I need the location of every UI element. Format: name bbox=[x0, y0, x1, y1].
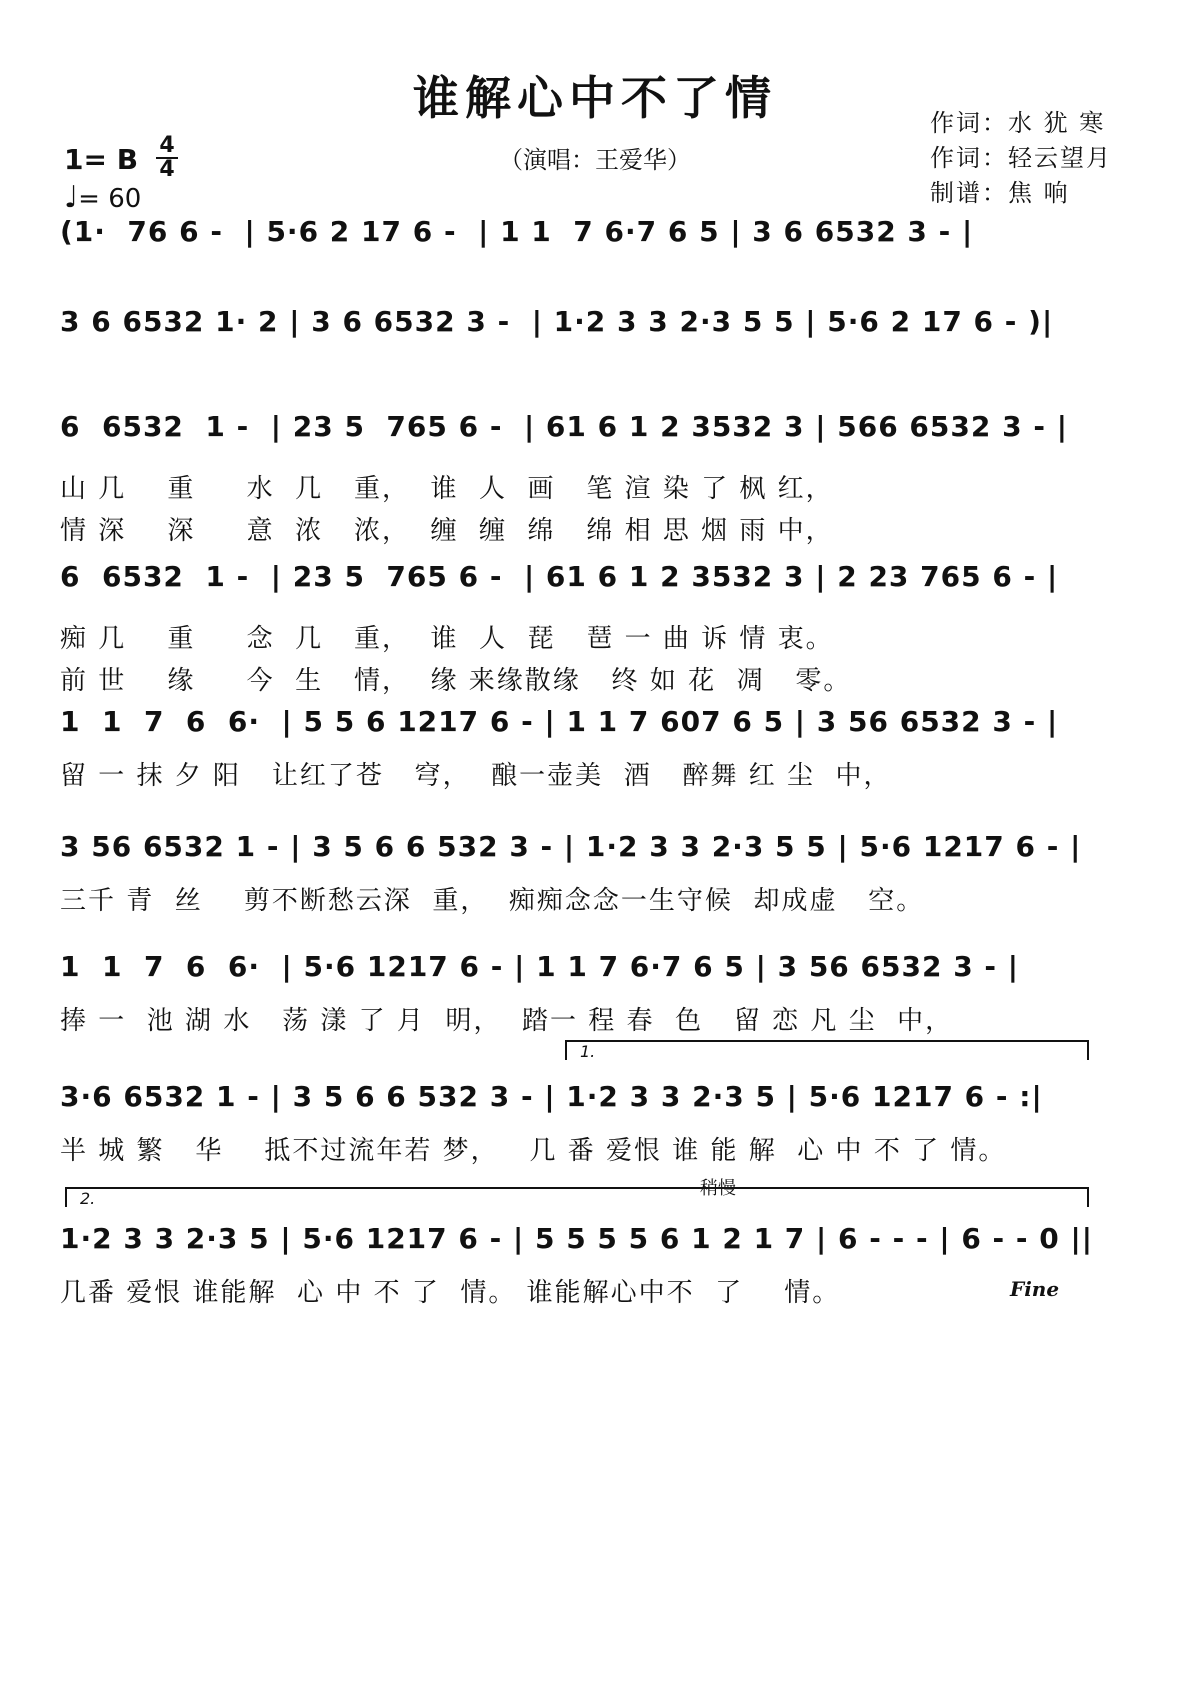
notation-line-5: 1 1 7 6 6· | 5 5 6 1217 6 - | 1 1 7 607 6 5 | 3 56 6532 3 - | bbox=[60, 705, 1059, 738]
time-sig-top: 4 bbox=[159, 133, 175, 158]
lyric-line-3b: 情 深 深 意 浓 浓， 缠 缠 绵 绵 相 思 烟 雨 中， bbox=[60, 516, 834, 546]
lyric-line-5: 留 一 抹 夕 阳 让红了苍 穹， 酿一壶美 酒 醉舞 红 尘 中， bbox=[60, 761, 892, 791]
notation-line-7: 1 1 7 6 6· | 5·6 1217 6 - | 1 1 7 6·7 6 5 | 3 56 6532 3 - | bbox=[60, 950, 1020, 983]
notation-line-9: 1·2 3 3 2·3 5 | 5·6 1217 6 - | 5 5 5 5 6 1 2 1 7 | 6 - - - | 6 - - 0 || bbox=[60, 1222, 1093, 1255]
notation-line-4: 6 6532 1 - | 23 5 765 6 - | 61 6 1 2 3532 3 | 2 23 765 6 - | bbox=[60, 560, 1059, 593]
song-title: 谁解心中不了情 bbox=[413, 71, 777, 125]
quarter-note-icon: ♩ bbox=[64, 180, 79, 215]
notation-line-6: 3 56 6532 1 - | 3 5 6 6 532 3 - | 1·2 3 3 2·3 5 5 | 5·6 1217 6 - | bbox=[60, 830, 1082, 863]
notation-credit: 制谱：焦 响 bbox=[930, 179, 1070, 207]
time-sig-bottom: 4 bbox=[159, 157, 175, 182]
lyricist-credit: 作词：水 犹 寒 bbox=[930, 109, 1106, 137]
lyric-line-3a: 山 几 重 水 几 重， 谁 人 画 笔 渲 染 了 枫 红， bbox=[60, 474, 834, 504]
volta-2-label: 2. bbox=[80, 1189, 96, 1208]
volta-1-label: 1. bbox=[580, 1042, 596, 1061]
key-signature: 1= B bbox=[64, 143, 139, 176]
singer-credit: （演唱：王爱华） bbox=[499, 146, 691, 174]
tempo-marking: ♩= 60 bbox=[64, 180, 142, 215]
volta-bracket-2 bbox=[65, 1187, 1089, 1207]
lyric-line-9: 几番 爱恨 谁能解 心 中 不 了 情。 谁能解心中不 了 情。 bbox=[60, 1278, 841, 1308]
notation-line-1: (1· 76 6 - | 5·6 2 17 6 - | 1 1 7 6·7 6 5 | 3 6 6532 3 - | bbox=[60, 215, 974, 248]
lyricist2-credit: 作词：轻云望月 bbox=[930, 144, 1112, 172]
notation-line-3: 6 6532 1 - | 23 5 765 6 - | 61 6 1 2 3532 3 | 566 6532 3 - | bbox=[60, 410, 1068, 443]
lyric-line-4b: 前 世 缘 今 生 情， 缘 来缘散缘 终 如 花 凋 零。 bbox=[60, 666, 852, 696]
lyric-line-4a: 痴 几 重 念 几 重， 谁 人 琵 琶 一 曲 诉 情 衷。 bbox=[60, 624, 834, 654]
lyric-line-6: 三千 青 丝 剪不断愁云深 重， 痴痴念念一生守候 却成虚 空。 bbox=[60, 886, 925, 916]
time-signature bbox=[156, 133, 178, 182]
fine-mark: Fine bbox=[1010, 1277, 1060, 1301]
lyric-line-8: 半 城 繁 华 抵不过流年若 梦， 几 番 爱恨 谁 能 解 心 中 不 了 情。 bbox=[60, 1136, 1007, 1166]
credits-block bbox=[930, 106, 1112, 211]
volta-bracket-1 bbox=[565, 1040, 1089, 1060]
notation-line-8: 3·6 6532 1 - | 3 5 6 6 532 3 - | 1·2 3 3 2·3 5 | 5·6 1217 6 - :| bbox=[60, 1080, 1043, 1113]
tempo-slower-mark: 稍慢 bbox=[700, 1178, 736, 1199]
lyric-line-7: 捧 一 池 湖 水 荡 漾 了 月 明， 踏一 程 春 色 留 恋 凡 尘 中， bbox=[60, 1006, 954, 1036]
notation-line-2: 3 6 6532 1· 2 | 3 6 6532 3 - | 1·2 3 3 2·3 5 5 | 5·6 2 17 6 - )| bbox=[60, 305, 1054, 338]
